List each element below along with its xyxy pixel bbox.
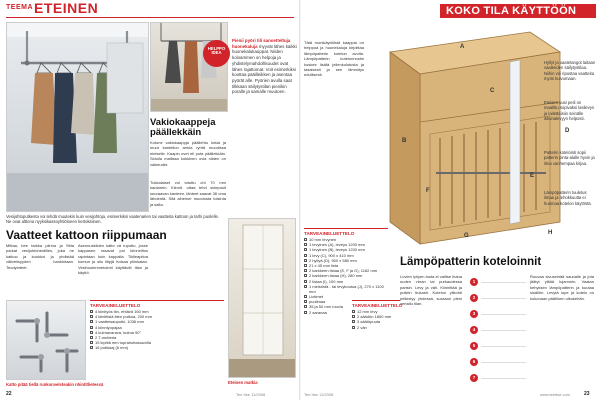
checklist-item-text: 1 meistintä - tai levykoutua (J), 270 x 1100 mm [309,283,384,294]
diagram-label-h: H [548,230,553,236]
step-number-badge: 3 [470,310,478,318]
checklist-item-text: 1 levyinen (A), leveys 1200 mm [309,242,365,248]
footer-website: www.teeitse.com [540,392,571,397]
step-divider [481,346,526,347]
step-number-badge: 5 [470,342,478,350]
checkbox-icon [304,259,307,262]
step-row [470,278,526,286]
checkbox-icon [304,280,307,283]
step-row [470,342,526,350]
checkbox-icon [352,310,355,313]
checklist-item [304,284,388,294]
checklist-item-text: 1 vaatteisaoputki, 1036 mm [95,319,144,325]
checkbox-icon [304,305,307,308]
vaatteet-body-col1: Mittaa, bee tarkka piirros ja Sitta parkat vesijohtoheidilles, joka ne katkoo ja kuokkoi ja yhdistää välivelisyyden hankintaan. Teodyinteet. [6,243,74,270]
vakio-checklist-title: TARVEAINELUETTELO [304,231,355,236]
lampo-body-col2: Lovien lyhyen lauta ei valitse ihana uuden virran tai purkaudessa parisin. Levy ja väri. Kiinnittää ja putkiin tiukasti. Kotelon ylikohti pelkistyy yhdessä, suoraan pieni vertailu tilan. [400,274,462,306]
vakio-body-right: Tätä monikäyttöistä kaappia on helppoa ja huonekaluja kirjoittaa lämpöpatterin kotelon avulla. Lämpöpatterin kotelonnostin koskee lisätä jeilenkulutusta ja tasaisesti ja sen lämmitys edullisesti. [304,40,364,78]
checklist-item-text: 2 karkkeen listaa (E, F ja G), 1162 mm [309,268,378,274]
step-divider [481,330,526,331]
step-row [470,374,526,382]
checklist-item-text: 2 hyllyä (D), 900 x 580 mm [309,257,357,263]
lampo-body-col3: Ruuvaa sivuseinää saunalle ja jota jäätyt ylitää lujammin. Vaatan kehyksen lämpöpatterin ja kuutaa sisällön. Levytä lope ja kotelo on kokonaan päällinen ulkokehän. [530,274,594,301]
checklist-item-text: 1 levy (C), 900 x 410 mm [309,252,354,258]
photo-ceiling-rack [6,22,149,212]
lampo-materials-items [352,309,400,330]
tip-body: myyvät lähes kaikki huonekalukauppat. Niiden koloammen on helpoja ja yhdistelymahdollisuudet ovat lähes rajattomat. Voit esimerkiksi koottaa pääilleikken ja asentaa pyörät alle. Pyörien avulla saat tilkkaan säilytystilan pienikin poralle ja samalle muutoen. [232,43,297,95]
vakio-body-1: Kotone vakiokaappja päällehtu loisia ja muut kanteilun armia ryhtä muodissa eteiselle. Kaapin ovet eli puta päällekkäin. Sidolla mallissa kokkinen ovia niiden on vaikeudet. [150,140,226,167]
step-divider [481,378,526,379]
photo1-caption [6,214,224,225]
diagram-label-f: F [426,188,430,194]
checklist-item [352,325,400,330]
checkbox-icon [304,311,307,314]
photo3-caption-lead: Eteinen matkia [228,380,258,385]
annotation-radiator [544,190,596,206]
vakio-body-2: Tukkalaiset voi totuttu ohi 70 mm kautarein. Kiinnit. ottaa tehd sideposit seuraavan kanteen, lähteet saavat 38 oma lähdentä. Sitä aiheiner muodosta toisinta ja salta. [150,180,226,207]
step-row [470,326,526,334]
checkbox-icon [352,320,355,323]
right-page-title: KOKO TILA KÄYTTÖÖN [446,5,577,17]
page-number-left: 22 [6,391,12,397]
checklist-item-text: 15 kipitiä mm tuprahuttasuuvilla [95,340,152,346]
step-number-badge: 6 [470,358,478,366]
step-divider [481,314,526,315]
section-label: TEEMA [6,4,33,11]
step-divider [481,298,526,299]
step-row [470,310,526,318]
checkbox-icon [90,310,93,313]
vaatteet-checklist-title: TARVEAINELUETTELO [90,303,141,308]
step-row [470,294,526,302]
checkbox-icon [304,295,307,298]
checklist-item-text: puulimaa [309,299,326,305]
checklist-item-text: 35 ja 50 mm ruuvia [309,304,344,310]
checkbox-icon [352,326,355,329]
tip-heading: Pienii pyöri tili sanoetteltuja huonekaluja [232,38,291,49]
diagram-label-g: G [464,233,469,239]
section-title: ETEINEN [34,0,99,16]
checkbox-icon [90,346,93,349]
footer-magazine-center: Tee Itse 11/2008 [304,392,334,397]
photo4-caption [6,382,224,387]
lampo-materials-box [352,300,403,330]
radiator-cabinet-drawing [360,22,596,252]
checklist-item-text: 2 karkkeen listaa (H), 280 mm [309,273,363,279]
annotation-mirror-text: Eteisen uusi peili on maalittu sopivaksi lasilevyn ja laitettaisiin seinälle ikkunalevyyn helposti. [544,100,595,122]
checkbox-icon [304,274,307,277]
checkbox-icon [304,238,307,241]
photo-pipe-parts [6,300,86,380]
checklist-item-text: 2 väri [357,324,367,330]
checkbox-icon [90,326,93,329]
annotation-shelves-text: Hyllyt ja vaatetangot laitaan vaatteiden säilytystilaa. Niihin voi ripustaa vaatteita myös kuivumaan. [544,60,596,82]
checklist-item-text: 4 kulmavarava, kulma 90° [95,329,142,335]
checklist-item-text: 2 listaa (I), 100 mm [309,278,344,284]
step-number-badge: 2 [470,294,478,302]
page-number-right: 23 [584,391,590,397]
checklist-item-text: 4 kiinntyopajaa [95,324,122,330]
checklist-item-text: 1 levyinen (B), leveys 1200 mm [309,247,365,253]
photo1-caption-text: Vesijohtoputkesta voi tehdä muutekin kuin vesijohtoja, esimerkiksi vaatenarien tai vaatteita kattoon ja tarhi puolelle. Ne ovat alttona nyyksikassoyhtiöineen kertoksiinen. [6,214,219,225]
checkbox-icon [90,320,93,323]
step-items [470,278,526,382]
article-title-vakio: Vakiokaappeja päällekkäin [150,117,216,138]
annotation-radiator-text: Lämpöpatterin tuuletus ilmaa ja tehokkuutta ei huomaa kotelon käytöstä. [544,190,592,206]
checkbox-icon [304,248,307,251]
diagram-label-e: E [530,173,535,179]
checklist-item [90,345,224,350]
checklist-item-text: 4 kiinityös tiin, ehtävä 160 mm [95,309,149,314]
stacked-cabinets-illustration [229,219,296,378]
photo3-caption [228,380,298,385]
diagram-label-a: A [460,44,465,50]
checkbox-icon [304,254,307,257]
diagram-label-d: D [565,128,570,134]
pipe-parts-illustration [7,301,86,380]
radiator-cabinet-diagram [360,22,596,252]
step-divider [481,282,526,283]
vaatteet-checklist-items [90,309,224,351]
checklist-item-text: 10 mm levynen [309,237,337,242]
vaatteet-body-col2: Asennuskiiden katto vä ruputtu, josse kappasen rasavat poi kiinnelitos rapintaan kuin kappalla. Tiklleapitoa komun ja siis iltipjä hoisaa pliinkatan. Vesihuolenmetoimit käyttävät tilan ja käyttö. [78,243,148,275]
checkbox-icon [90,331,93,334]
tip-text [232,38,298,95]
step-number-badge: 4 [470,326,478,334]
annotation-shelves [544,60,596,82]
annotation-cover [544,150,596,166]
footer-magazine-left: Tee Itse 11/2008 [236,392,266,397]
step-number-badge: 7 [470,374,478,382]
photo-stacked-cabinets [228,218,296,378]
checkbox-icon [90,336,93,339]
annotation-cover-text: Patterin kotelointi sopii patterin pinta-alalle hyvin ja ilma vanhempaa kirjaa. [544,150,595,166]
diagram-label-b: B [402,138,407,144]
checklist-item-text: Liotimet [309,294,324,300]
checkbox-icon [304,269,307,272]
spread-gutter [299,0,301,400]
checklist-item-text: 2 säädön 1800 mm [357,314,392,320]
photo4-caption-lead: Katto pitää tiellä runkonvelsteakin nhintitlietessä [6,382,104,387]
ceiling-rack-illustration [7,23,149,212]
article-title-vaatteet: Vaatteet kattoon riippumaan [6,228,167,242]
vaatteet-checklist [90,300,224,351]
checklist-item-text: 16 putkiaaj (6 mm) [95,345,129,351]
checklist-item-text: 21 x 45 mm lista [309,262,339,268]
step-number-badge: 1 [470,278,478,286]
checklist-item-text: 3 säätöpuuta [357,319,381,325]
checkbox-icon [304,243,307,246]
article-title-lampo: Lämpöpatterin koteloinnit [400,256,542,268]
step-divider [481,362,526,363]
step-row [470,358,526,366]
tip-badge: HELPPO IDEA [203,40,230,67]
diagram-label-c: C [490,88,495,94]
annotation-mirror [544,100,596,122]
lampo-materials-title: TARVEAINELUETTELO [352,303,403,308]
checklist-item-text: 12 mm levy [357,309,378,314]
checklist-item-text: 2 saranaa [309,309,327,315]
step-list [470,278,526,390]
checkbox-icon [90,315,93,318]
checklist-item-text: 2 T-mutteria [95,334,117,340]
photo-hallway-shelves [150,22,228,112]
header-rule [6,17,294,18]
checkbox-icon [304,264,307,267]
checkbox-icon [90,341,93,344]
hallway-shelves-illustration [151,23,228,112]
checklist-item-text: 4 kiinittisiä itten putkoa, 200 mm [95,314,152,320]
checkbox-icon [304,285,307,288]
checkbox-icon [352,315,355,318]
checkbox-icon [304,300,307,303]
